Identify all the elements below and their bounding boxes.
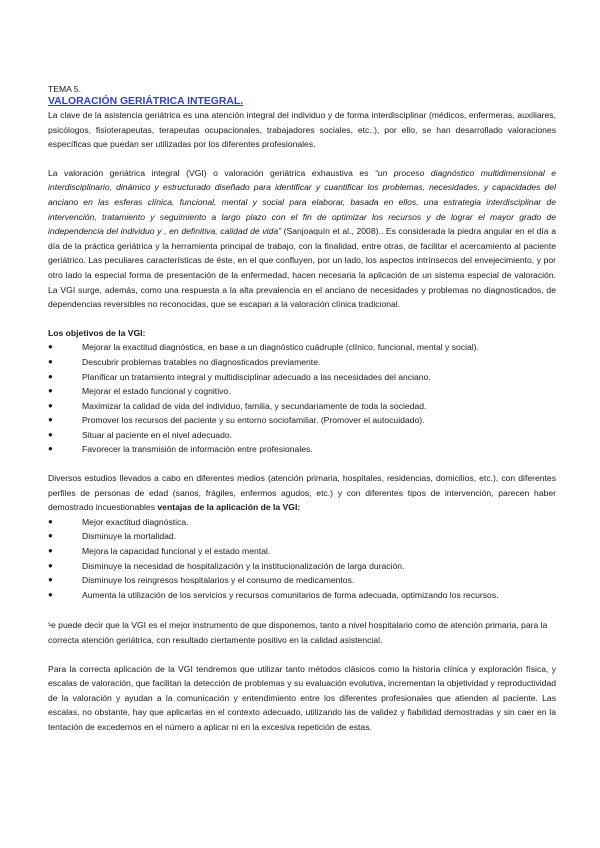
list-item: ● Disminuye la necesidad de hospitalización y la institucionalización de larga duración.	[48, 559, 556, 574]
bullet-icon: ●	[48, 589, 53, 599]
list-item: ● Favorecer la transmisión de información entre profesionales.	[48, 442, 556, 457]
page-title: VALORACIÓN GERIÁTRICA INTEGRAL.	[48, 96, 244, 107]
list-item: ● Aumenta la utilización de los servicios y recursos comunitarios de forma adecuada, optimizando los recursos.	[48, 588, 556, 603]
bullet-icon: ●	[48, 516, 53, 526]
list-item: ● Disminuye los reingresos hospitalarios y el consumo de medicamentos.	[48, 573, 556, 588]
bullet-icon: ●	[48, 546, 53, 556]
conclusion-text: e puede decir que la VGI es el mejor instrumento de que disponemos, tanto a nivel hospitalario como de atención primaria, para la correcta atención geriátrica, con resultado ciertamente positivo en la calidad asistencial.	[48, 620, 548, 645]
conclusion-paragraph	[48, 618, 556, 647]
bullet-icon: ●	[48, 415, 53, 425]
list-item: ● Mejorar el estado funcional y cognitivo.	[48, 384, 556, 399]
definition-body: (Sanjoaquín et al., 2008).. Es considerada la piedra angular en el día a día de la práctica geriátrica y la herramienta principal de trabajo, con la finalidad, entre otras, de facilitar el acercamiento al paciente geriátrico. Las peculiares características de éste, en el que confluyen, por un lado, los aspectos intrínsecos del envejecimiento, y por otro lado la especial forma de presentación de la enfermedad, hacen necesaria la aplicación de un sistema especial de valoración. La VGI surge, además, como una respuesta a la alta prevalencia en el anciano de necesidades y problemas no diagnosticados, de dependencias reversibles no reconocidas, que se escapan a la valoración clínica tradicional.	[48, 226, 556, 310]
bullet-icon: ●	[48, 371, 53, 381]
list-item: ● Situar al paciente en el nivel adecuado.	[48, 428, 556, 443]
definition-quote: “un proceso diagnóstico multidimensional e interdisciplinario, dinámico y estructurado diseñado para identificar y cuantificar los problemas, necesidades, y capacidades del anciano en las esferas clínica, funcional, mental y social para elaborar, basada en ellos, una estrategia interdisciplinar de intervención, tratamiento y seguimiento a largo plazo con el fin de optimizar los recursos y de lograr el mayor grado de independencia del individuo y , en definitiva, calidad de vida”	[48, 167, 556, 237]
bullet-icon: ●	[48, 560, 53, 570]
bullet-icon: ●	[48, 429, 53, 439]
list-item: ● Mejorar la exactitud diagnóstica, en base a un diagnóstico cuádruple (clínico, funcional, mental y social).	[48, 340, 556, 355]
list-item: ● Promover los recursos del paciente y su entorno sociofamiliar. (Promover el autocuidado).	[48, 413, 556, 428]
conclusion-mark: s	[48, 622, 51, 629]
list-item: ● Maximizar la calidad de vida del individuo, familia, y secundariamente de toda la sociedad.	[48, 399, 556, 414]
application-paragraph: Para la correcta aplicación de la VGI tendremos que utilizar tanto métodos clásicos como la historia clínica y exploración física, y escalas de valoración, que facilitan la detección de problemas y su evaluación evolutiva, incrementan la objetividad y reproductividad de la valoración y ayudan a la comunicación y entendimiento entre los diferentes profesionales que atienden al paciente. Las escalas, no obstante, hay que aplicarlas en el contexto adecuado, utilizando las de validez y fiabilidad demostradas y sin caer en la tentación de excedernos en el número a aplicar ni en la excesiva repetición de estas.	[48, 663, 556, 732]
intro-paragraph: La clave de la asistencia geriátrica es una atención integral del individuo y de forma interdisciplinar (médicos, enfermeras, auxiliares, psicólogos, fisioterapeutas, terapeutas ocupacionales, trabajadores sociales, etc..), por ello, se han desarrollado valoraciones específicas que puedan ser utilizadas por los diferentes profesionales.	[48, 110, 556, 150]
advantages-list	[48, 515, 556, 603]
list-item: ● Disminuye la mortalidad.	[48, 529, 556, 544]
objectives-list	[48, 340, 556, 457]
objectives-heading: Los objetivos de la VGI:	[48, 327, 146, 338]
advantages-heading: ventajas de la aplicación de la VGI:	[157, 502, 301, 513]
bullet-icon: ●	[48, 400, 53, 410]
document-page	[48, 84, 556, 735]
bullet-icon: ●	[48, 575, 53, 585]
bullet-icon: ●	[48, 356, 53, 366]
chapter-label: TEMA 5.	[48, 84, 81, 94]
studies-paragraph	[48, 471, 556, 515]
bullet-icon: ●	[48, 531, 53, 541]
bullet-icon: ●	[48, 342, 53, 352]
definition-lead: La valoración geriátrica integral (VGI) o valoración geriátrica exhaustiva es	[48, 167, 375, 178]
bullet-icon: ●	[48, 444, 53, 454]
list-item: ● Planificar un tratamiento integral y multidisciplinar adecuado a las necesidades del anciano.	[48, 370, 556, 385]
definition-paragraph	[48, 166, 556, 312]
list-item: ● Mejora la capacidad funcional y el estado mental.	[48, 544, 556, 559]
list-item: ● Descubrir problemas tratables no diagnosticados previamente.	[48, 355, 556, 370]
bullet-icon: ●	[48, 386, 53, 396]
list-item: ● Mejor exactitud diagnóstica.	[48, 515, 556, 530]
studies-text: Diversos estudios llevados a cabo en diferentes medios (atención primaria, hospitales, residencias, domicilios, etc.), con diferentes perfiles de personas de edad (sanos, frágiles, enfermos agudos, etc.) y con diferentes tipos de intervención, parecen haber demostrado incuestionables	[48, 473, 556, 513]
